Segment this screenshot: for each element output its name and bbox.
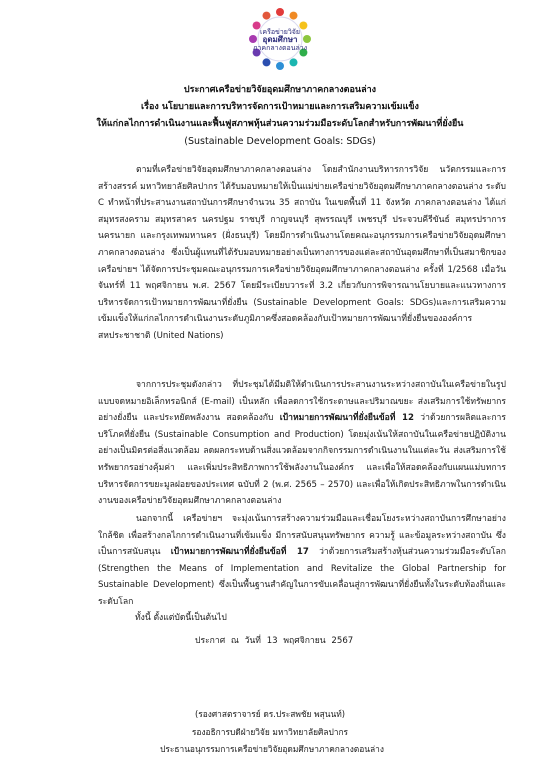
announcement-date: ประกาศ ณ วันที่ 13 พฤศจิกายน 2567 [195,636,354,646]
announcement-subject: เรื่อง นโยบายและการบริหารจัดการเป้าหมายและการเสริมความเข้มแข็ง [141,102,419,112]
sdg-12-highlight: เป้าหมายการพัฒนาที่ยั่งยืนข้อที่ 12 [279,413,414,424]
announcement-subject-sdgs: (Sustainable Development Goals: SDGs) [184,136,376,147]
logo-text-line2: อุดมศึกษา [262,35,298,44]
body-paragraph-3 [98,511,506,611]
announcement-subject-line2: ให้แก่กลไกการดำเนินงานและฟื้นฟูสภาพหุ้นส่วนความร่วมมือระดับโลกสำหรับการพัฒนาที่ยั่งยืน [96,119,464,129]
signature-block [0,706,560,759]
signatory-role: ประธานอนุกรรมการเครือข่ายวิจัยอุดมศึกษาภาคกลางตอนล่าง [160,744,384,754]
closing-statement: ทั้งนี้ ตั้งแต่บัดนี้เป็นต้นไป [135,613,227,623]
network-logo [247,6,313,72]
signatory-name: (รองศาสตราจารย์ ดร.ประสพชัย พสุนนท์) [194,709,345,719]
body-paragraph-1: ตามที่เครือข่ายวิจัยอุดมศึกษาภาคกลางตอนล่าง โดยสำนักงานบริหารการวิจัย นวัตกรรมและการสร้างสรรค์ มหาวิทยาลัยศิลปากร ได้รับมอบหมายให้เป็นแม่ข่ายเครือข่ายวิจัยอุดมศึกษาภาคกลางตอนล่าง ระดับ C ทำหน้าที่ประสานงานสถาบันการศึกษาจำนวน 35 สถาบัน ในเขตพื้นที่ 11 จังหวัด ภาคกลางตอนล่าง ได้แก่ สมุทรสงคราม สมุทรสาคร นครปฐม ราชบุรี กาญจนบุรี สุพรรณบุรี เพชรบุรี ประจวบคีรีขันธ์ สมุทรปราการ นครนายก และกรุงเทพมหานคร (ฝั่งธนบุรี) โดยมีการดำเนินงานโดยคณะอนุกรรมการเครือข่ายวิจัยอุดมศึกษาภาคกลางตอนล่าง ซึ่งเป็นผู้แทนที่ได้รับมอบหมายอย่างเป็นทางการของแต่ละสถาบันอุดมศึกษาที่เป็นสมาชิกของเครือข่ายฯ ได้จัดการประชุมคณะอนุกรรมการเครือข่ายวิจัยอุดมศึกษาภาคกลางตอนล่าง ครั้งที่ 1/2568 เมื่อวันจันทร์ที่ 11 พฤศจิกายน พ.ศ. 2567 โดยมีระเบียบวาระที่ 3.2 เกี่ยวกับการพิจารณานโยบายและแนวทางการบริหารจัดการเป้าหมายการพัฒนาที่ยั่งยืน (Sustainable Development Goals: SDGs)และการเสริมความเข้มแข็งให้แก่กลไกการดำเนินงานระดับภูมิภาคซึ่งสอดคล้องกับเป้าหมายการพัฒนาที่ยั่งยืนขององค์การสหประชาชาติ (United Nations) [98,165,506,341]
p3-text-c: ว่าด้วยการเสริมสร้างหุ้นส่วนความร่วมมือระดับโลก (Strengthen the Means of Implementation and Revitalize the Global Partnership for Sustainable Development) ซึ่งเป็นพื้นฐานสำคัญในการขับเคลื่อนสู่การพัฒนาที่ยั่งยืนทั้งในระดับท้องถิ่นและระดับโลก [98,547,507,607]
logo-text-line3: ภาคกลางตอนล่าง [252,44,308,52]
announcement-title: ประกาศเครือข่ายวิจัยอุดมศึกษาภาคกลางตอนล่าง [183,85,377,95]
sdg-17-highlight: เป้าหมายการพัฒนาที่ยั่งยืนข้อที่ 17 [170,547,309,558]
p2-text-a: จากการประชุมดังกล่าว ที่ประชุมได้มีมติให้ดำเนินการประสานงานระหว่างสถาบันในเครือข่ายในรูปแบบจดหมายอิเล็กทรอนิกส์ (E-mail) เป็นหลัก เพื่อลดการใช้กระดาษและปริมาณขยะ ส่งเสริมการใช้ทรัพยากรอย่างยั่งยืน และประหยัดพลังงาน สอดคล้องกับ [98,380,506,424]
signatory-title: รองอธิการบดีฝ่ายวิจัย มหาวิทยาลัยศิลปากร [191,726,349,737]
logo-text-line1: เครือข่ายวิจัย [260,28,300,36]
p3-text-a: นอกจากนี้ เครือข่ายฯ จะมุ่งเน้นการสร้างความร่วมมือและเชื่อมโยงระหว่างสถาบันการศึกษาอย่างใกล้ชิด เพื่อสร้างกลไกการดำเนินงานที่เข้มแข็ง มีการสนับสนุนทรัพยากร ความรู้ และข้อมูลระหว่างสถาบัน ซึ่งเป็นการสนับสนุน [98,514,506,558]
body-paragraph-2 [98,377,506,510]
logo-text [247,28,313,52]
announcement-header [0,82,560,150]
p2-text-c: ว่าด้วยการผลิตและการบริโภคที่ยั่งยืน (Sustainable Consumption and Production) โดยมุ่งเน้นให้สถาบันในเครือข่ายปฏิบัติงานอย่างเป็นมิตรต่อสิ่งแวดล้อม ลดผลกระทบด้านสิ่งแวดล้อมจากกิจกรรมการดำเนินงานในแต่ละวัน ส่งเสริมการใช้ทรัพยากรอย่างคุ้มค่า และเพิ่มประสิทธิภาพการใช้พลังงานในองค์กร และเพื่อให้สอดคล้องกับแผนแม่บทการบริหารจัดการขยะมูลฝอยของประเทศ ฉบับที่ 2 (พ.ศ. 2565 – 2570) และเพื่อให้เกิดประสิทธิภาพในการดำเนินงานของเครือข่ายวิจัยอุดมศึกษาภาคกลางตอนล่าง [98,413,506,507]
